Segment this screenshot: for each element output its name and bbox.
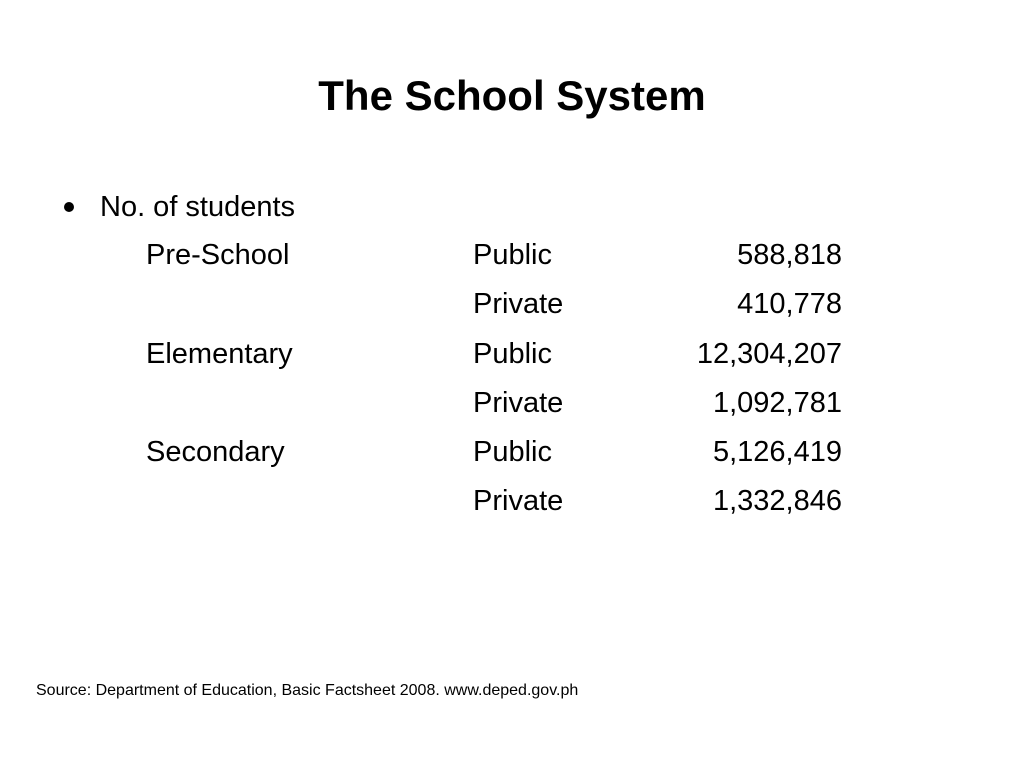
sector-cell: Public (473, 337, 552, 370)
bullet-icon (64, 202, 74, 212)
level-cell: Secondary (146, 436, 285, 469)
sector-cell: Public (473, 239, 552, 271)
count-cell: 12,304,207 (696, 337, 842, 370)
sector-cell: Private (473, 386, 564, 419)
table-row (0, 481, 1024, 530)
table-row (0, 334, 1024, 383)
slide-title: The School System (318, 72, 706, 119)
table-row (0, 383, 1024, 432)
table-row (0, 432, 1024, 481)
bullet-label: No. of students (100, 191, 296, 223)
sector-cell: Public (473, 436, 552, 469)
sector-cell: Private (473, 485, 564, 518)
sector-cell: Private (473, 288, 564, 321)
level-cell: Elementary (146, 337, 293, 370)
count-cell: 1,092,781 (712, 386, 842, 419)
count-cell: 410,778 (737, 288, 842, 321)
count-cell: 588,818 (737, 239, 842, 271)
table-row (0, 235, 1024, 284)
source-citation: Source: Department of Education, Basic Factsheet 2008. www.deped.gov.ph (36, 682, 579, 699)
bullet-item (60, 187, 295, 227)
count-cell: 1,332,846 (712, 485, 842, 518)
count-cell: 5,126,419 (712, 436, 842, 469)
table-row (0, 284, 1024, 333)
level-cell: Pre-School (146, 239, 290, 271)
student-count-table (0, 235, 1024, 531)
